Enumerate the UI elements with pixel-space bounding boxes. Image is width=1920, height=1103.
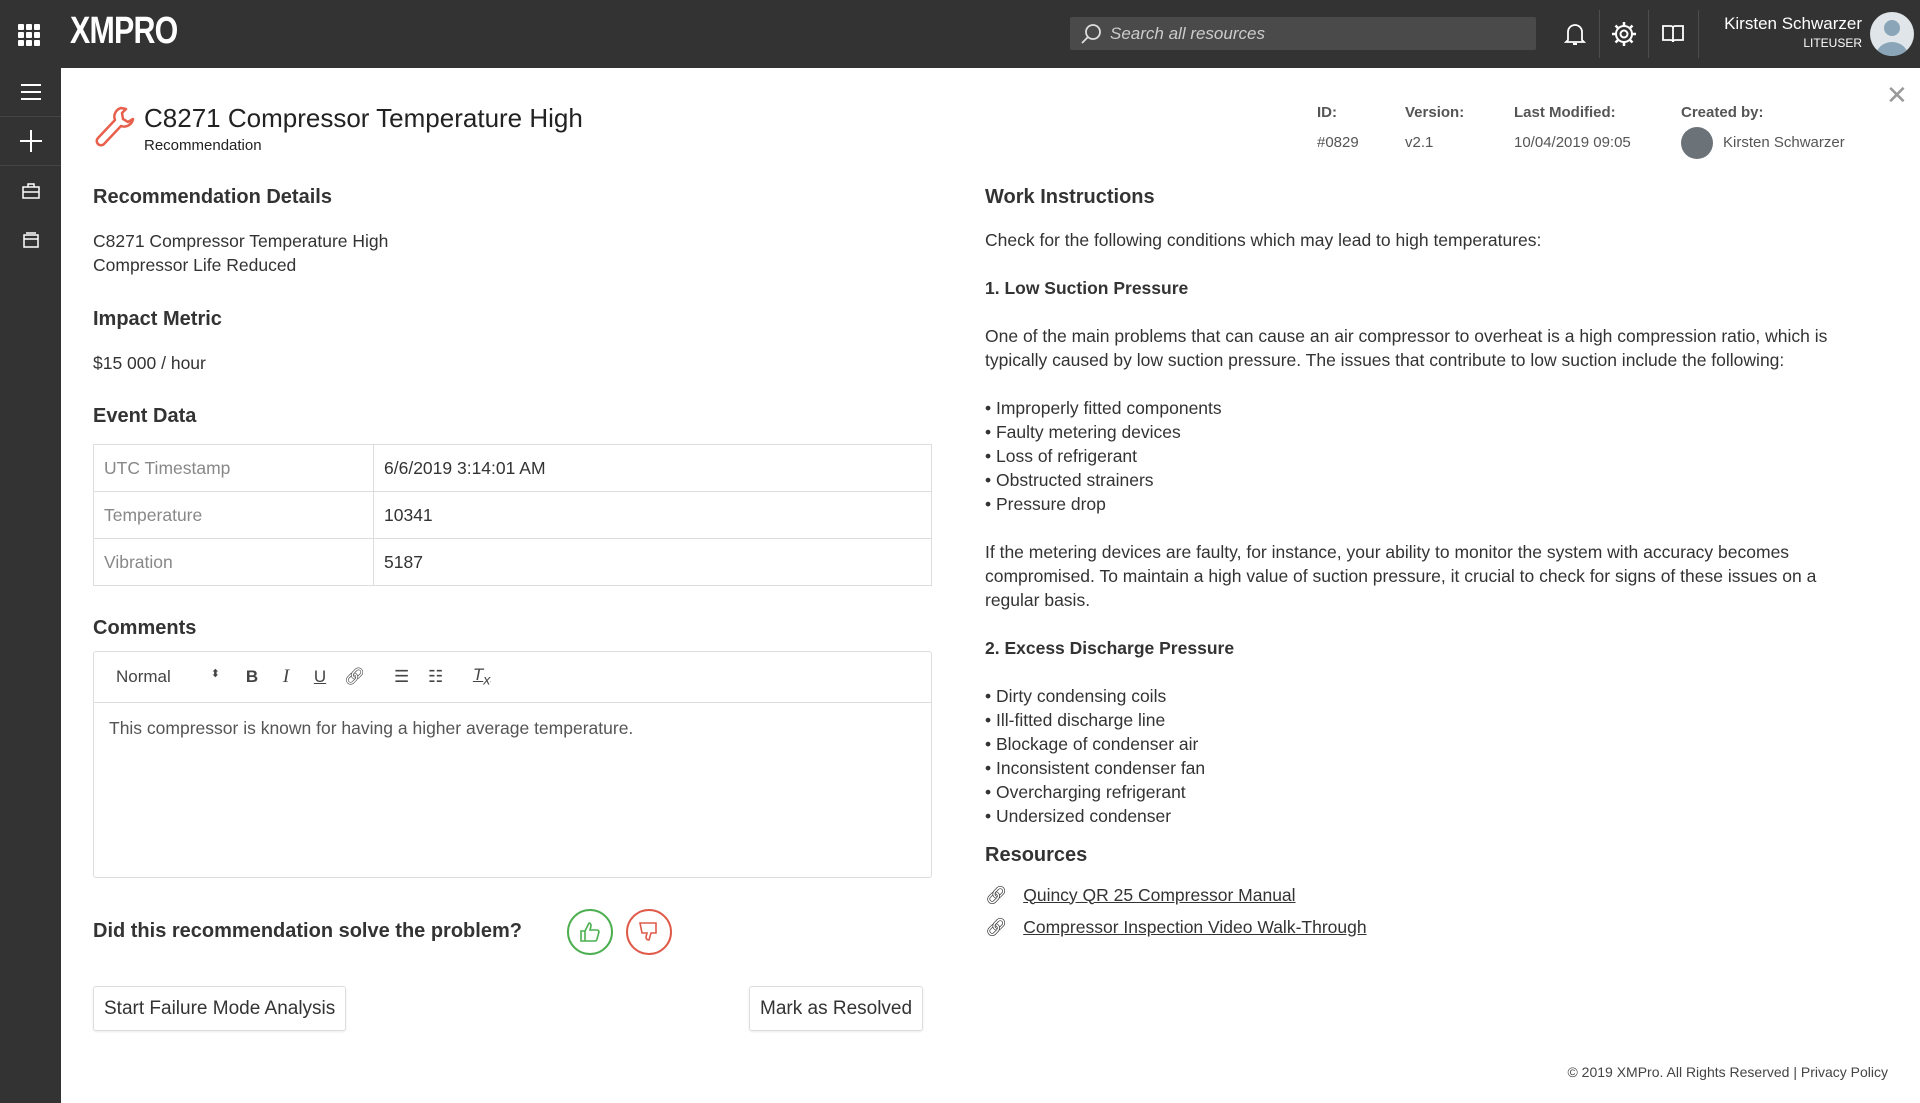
bold-icon[interactable]: B <box>245 667 259 686</box>
page-title: C8271 Compressor Temperature High <box>144 103 583 133</box>
list-item: • Improperly fitted components <box>985 398 1222 418</box>
list-item: • Faulty metering devices <box>985 422 1181 442</box>
footer: © 2019 XMPro. All Rights Reserved | Privacy Policy <box>1567 1064 1888 1080</box>
book-icon[interactable] <box>1649 10 1697 58</box>
thumbs-down-button[interactable] <box>626 909 672 955</box>
close-icon[interactable]: ✕ <box>1886 80 1908 110</box>
created-label: Created by: <box>1681 104 1764 121</box>
paragraph: If the metering devices are faulty, for instance, your ability to monitor the system with accuracy becomes compromised. To maintain a high value of suction pressure, it crucial to check for signs of these issues on a regular basis. <box>985 542 1817 610</box>
list-item: • Overcharging refrigerant <box>985 782 1186 802</box>
modified-value: 10/04/2019 09:05 <box>1514 134 1631 151</box>
table-row <box>94 445 932 492</box>
user-role: LITEUSER <box>1803 36 1862 50</box>
thumbs-up-button[interactable] <box>567 909 613 955</box>
impact-value: $15 000 / hour <box>93 353 206 373</box>
search-box[interactable] <box>1070 17 1536 50</box>
wrench-icon <box>93 104 135 148</box>
user-name: Kirsten Schwarzer <box>1724 14 1862 33</box>
link-icon: 🔗︎ <box>985 884 1008 905</box>
underline-icon[interactable]: U <box>313 667 327 686</box>
resource-link-text[interactable]: Compressor Inspection Video Walk-Through <box>1023 916 1367 937</box>
search-icon <box>1080 23 1102 45</box>
italic-icon[interactable]: I <box>282 666 290 687</box>
modified-label: Last Modified: <box>1514 104 1616 121</box>
list-item: • Blockage of condenser air <box>985 734 1199 754</box>
cell-value: 10341 <box>374 492 932 539</box>
section-title: 1. Low Suction Pressure <box>985 278 1189 298</box>
event-heading: Event Data <box>93 405 197 427</box>
ordered-list-icon[interactable]: ☰ <box>393 667 410 686</box>
impact-heading: Impact Metric <box>93 308 222 330</box>
cell-value: 5187 <box>374 539 932 586</box>
top-bar <box>0 0 1920 68</box>
table-row <box>94 492 932 539</box>
sidebar <box>0 68 61 1103</box>
details-heading: Recommendation Details <box>93 186 332 208</box>
mark-resolved-button[interactable]: Mark as Resolved <box>749 986 923 1031</box>
editor-toolbar <box>94 652 931 703</box>
page-subtitle: Recommendation <box>144 137 262 154</box>
resources-heading: Resources <box>985 844 1088 866</box>
briefcase-icon[interactable] <box>0 166 61 215</box>
bell-icon[interactable] <box>1551 10 1599 58</box>
id-value: #0829 <box>1317 134 1359 151</box>
cell-key: Temperature <box>94 492 374 539</box>
list-item: • Pressure drop <box>985 494 1106 514</box>
intro-text: Check for the following conditions which may lead to high temperatures: <box>985 230 1542 250</box>
event-table <box>93 444 932 586</box>
gear-icon[interactable] <box>1600 10 1648 58</box>
work-instructions <box>985 207 1855 943</box>
list-item: • Undersized condenser <box>985 806 1172 826</box>
clear-format-icon[interactable]: $T_x$ <box>472 665 491 689</box>
version-value: v2.1 <box>1405 134 1434 151</box>
link-icon: 🔗︎ <box>985 916 1008 937</box>
details-line: C8271 Compressor Temperature High <box>93 231 389 251</box>
created-value: Kirsten Schwarzer <box>1723 134 1845 151</box>
cell-key: UTC Timestamp <box>94 445 374 492</box>
paragraph: One of the main problems that can cause an air compressor to overheat is a high compression ratio, which is typically caused by low suction pressure. The issues that contribute to low suction include the following: <box>985 326 1828 370</box>
creator-avatar <box>1681 127 1713 159</box>
resource-link[interactable] <box>985 879 1855 911</box>
feedback-question: Did this recommendation solve the problem? <box>93 920 522 942</box>
thumbs-up-icon <box>579 921 601 943</box>
comment-input[interactable]: This compressor is known for having a higher average temperature. <box>109 718 634 738</box>
archive-icon[interactable] <box>0 215 61 264</box>
logo[interactable]: XMPRO <box>70 10 178 52</box>
bullet-list-icon[interactable]: ☷ <box>427 667 444 686</box>
menu-icon[interactable] <box>0 68 61 117</box>
list-item: • Loss of refrigerant <box>985 446 1138 466</box>
comment-editor <box>93 651 932 878</box>
id-label: ID: <box>1317 104 1337 121</box>
table-row <box>94 539 932 586</box>
cell-key: Vibration <box>94 539 374 586</box>
resource-link[interactable] <box>985 911 1855 943</box>
format-select[interactable] <box>116 667 220 687</box>
updown-icon: ⬍ <box>210 668 220 680</box>
cell-value: 6/6/2019 3:14:01 AM <box>374 445 932 492</box>
details-line: Compressor Life Reduced <box>93 255 297 275</box>
list-item: • Obstructed strainers <box>985 470 1154 490</box>
start-fma-button[interactable]: Start Failure Mode Analysis <box>93 986 346 1031</box>
plus-icon[interactable] <box>0 117 61 166</box>
user-menu[interactable] <box>1724 14 1862 50</box>
section-title: 2. Excess Discharge Pressure <box>985 638 1235 658</box>
list-item: • Inconsistent condenser fan <box>985 758 1206 778</box>
search-input[interactable] <box>1110 24 1530 44</box>
list-item: • Dirty condensing coils <box>985 686 1167 706</box>
comments-heading: Comments <box>93 617 197 639</box>
app-launcher-icon[interactable] <box>18 24 40 46</box>
link-icon[interactable]: 🔗︎ <box>344 667 366 686</box>
thumbs-down-icon <box>638 921 660 943</box>
format-value: Normal <box>116 667 171 686</box>
list-item: • Ill-fitted discharge line <box>985 710 1166 730</box>
version-label: Version: <box>1405 104 1465 121</box>
resource-link-text[interactable]: Quincy QR 25 Compressor Manual <box>1023 884 1296 905</box>
avatar[interactable] <box>1870 12 1914 56</box>
work-heading: Work Instructions <box>985 186 1155 208</box>
